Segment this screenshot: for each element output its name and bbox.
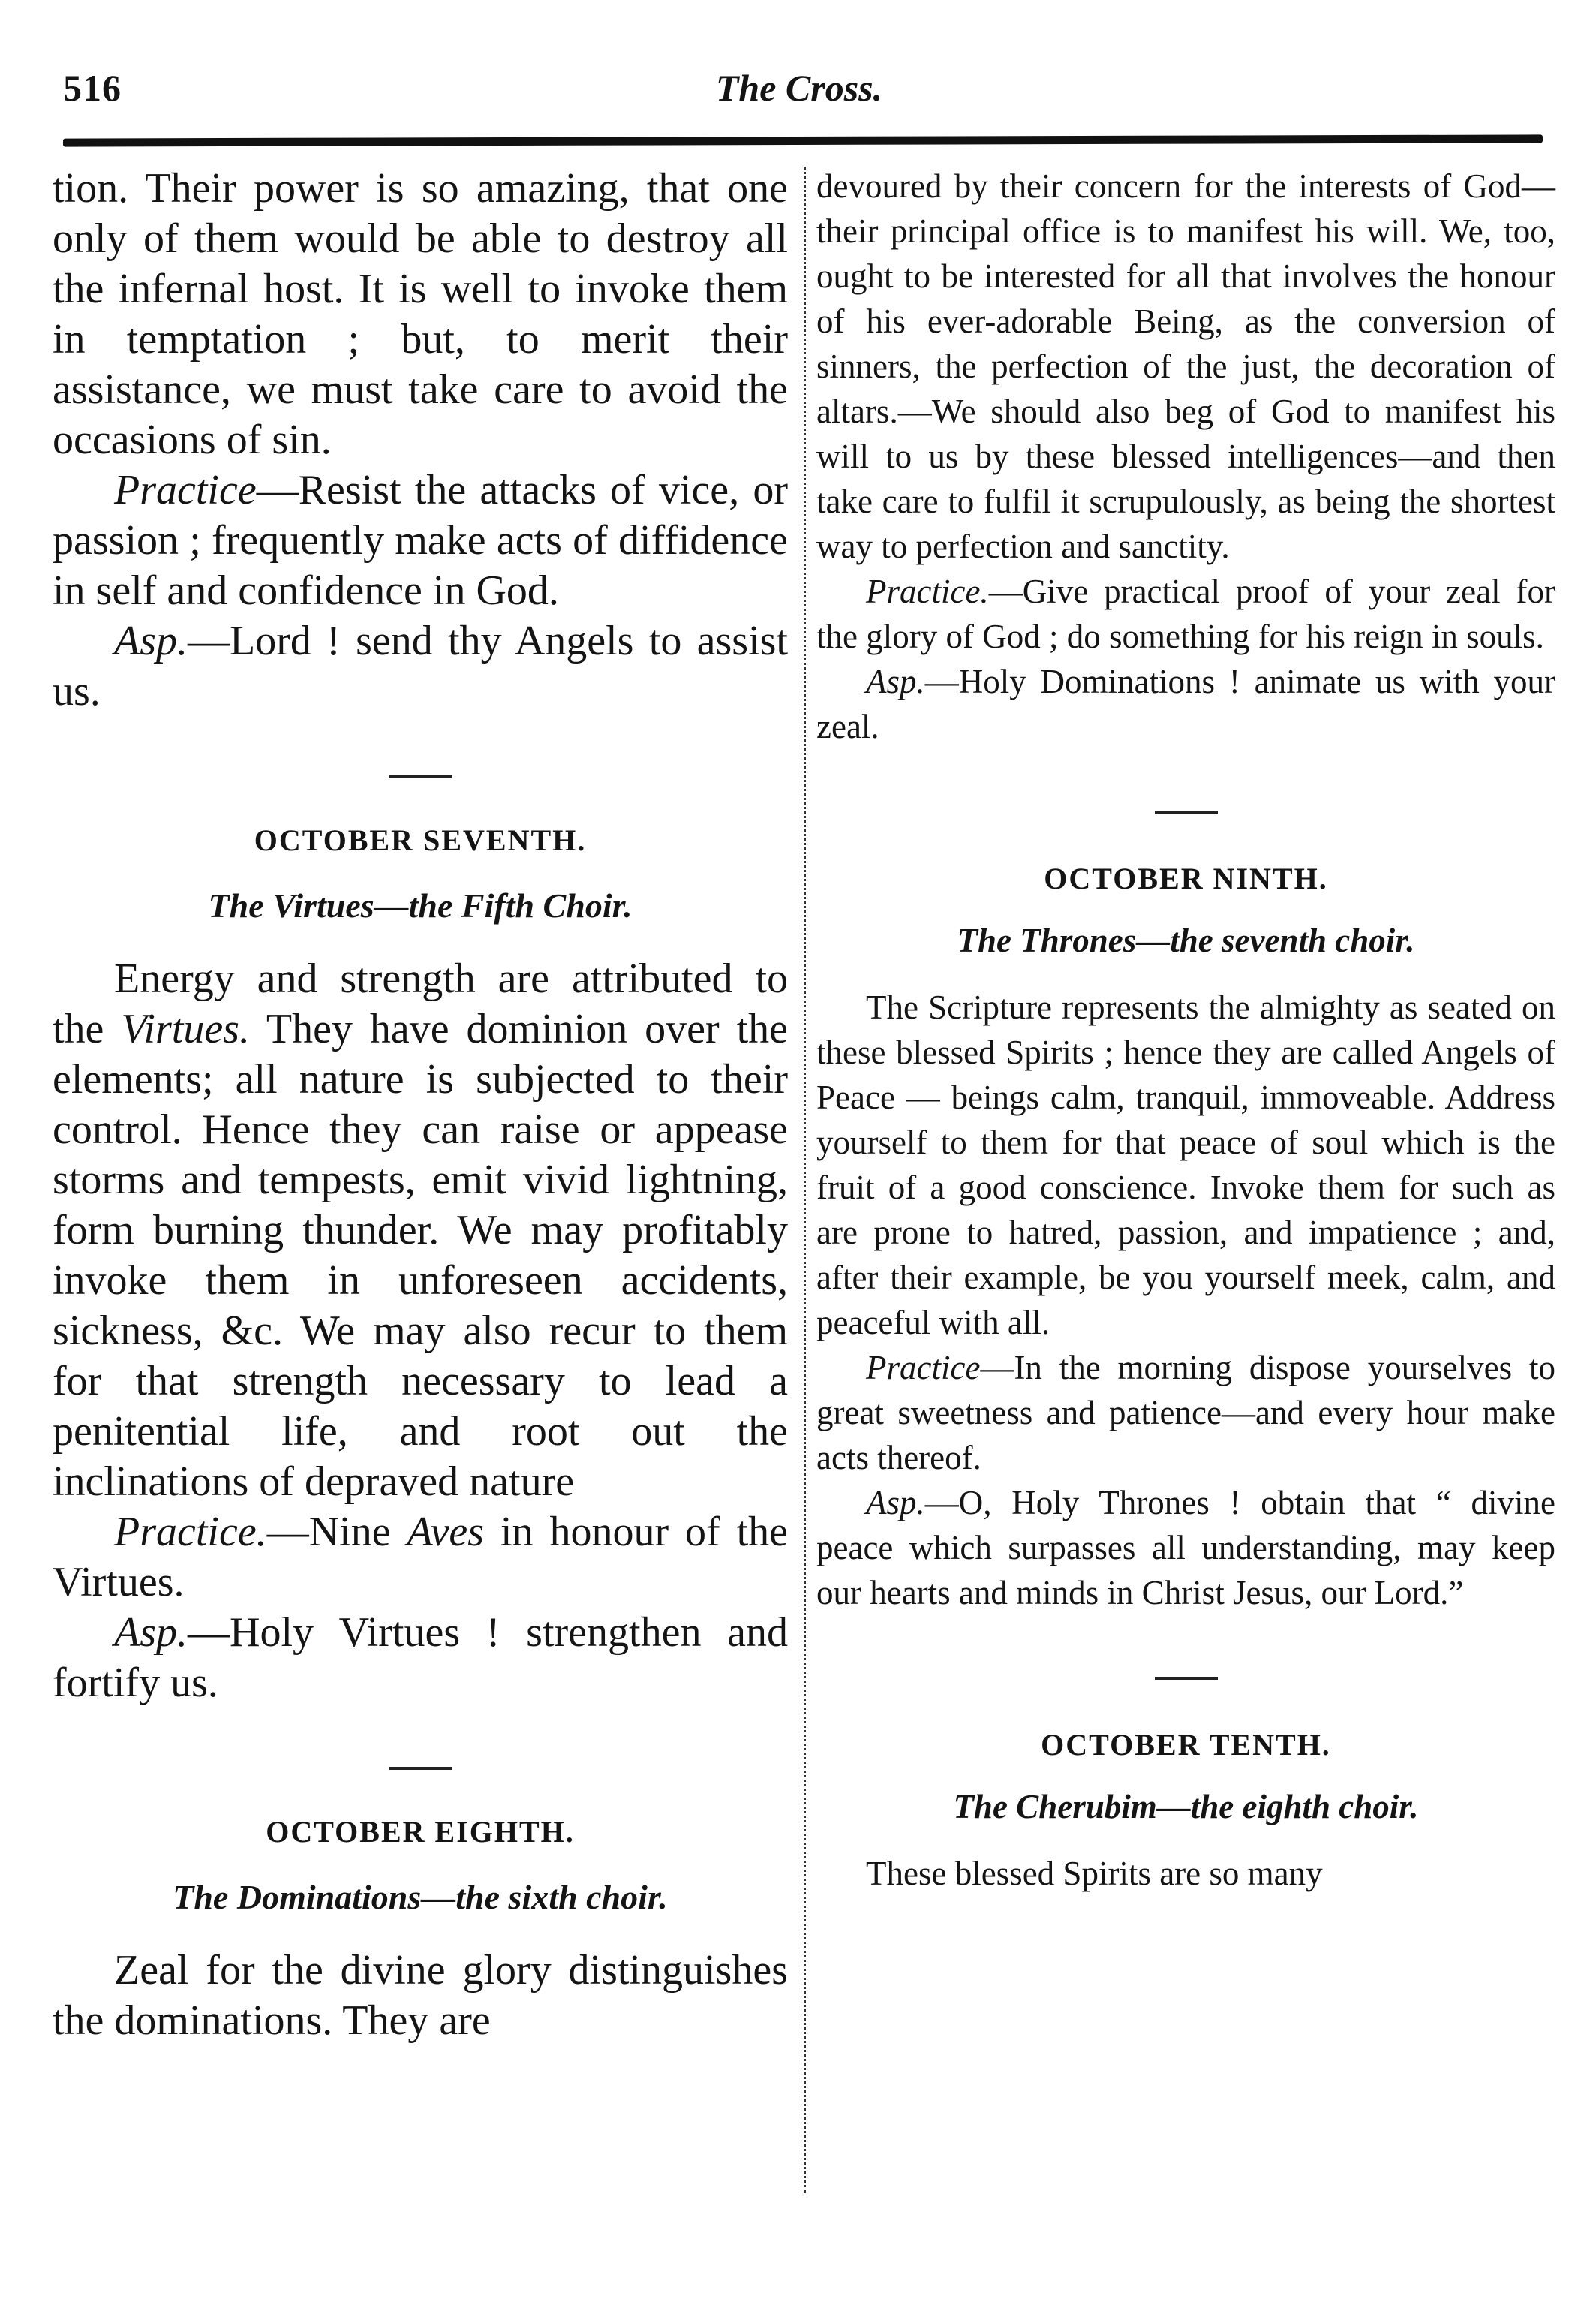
practice-label: Practice. bbox=[866, 573, 989, 610]
practice-label: Practice bbox=[866, 1349, 981, 1386]
aspiration-label: Asp. bbox=[114, 1609, 188, 1656]
section-heading-oct9: OCTOBER NINTH. bbox=[1044, 862, 1328, 895]
section-heading-oct8: OCTOBER EIGHTH. bbox=[266, 1815, 575, 1849]
aspiration-label: Asp. bbox=[114, 618, 188, 664]
section-separator bbox=[1155, 811, 1218, 814]
practice-paragraph-oct9: Practice—In the morning dispose yourselves to great sweetness and patience—and every hour make acts thereof. bbox=[816, 1349, 1555, 1476]
section-subheading-oct10: The Cherubim—the eighth choir. bbox=[953, 1788, 1419, 1825]
continued-paragraph: tion. Their power is so amazing, that one only of them would be able to destroy all the infernal host. It is well to invoke them in temptation ; but, to merit their assistance, we must take care to avoid the occasions of sin. bbox=[53, 165, 788, 463]
section-subheading-oct7: The Virtues—the Fifth Choir. bbox=[208, 886, 633, 925]
section-separator bbox=[389, 775, 452, 778]
body-paragraph-oct7: Energy and strength are attributed to the Virtues. They have dominion over the elements; all nature is subjected to their control. Hence they can raise or appease storms and tempests, emit vivid lightning, form burning thunder. We may profitably invoke them in unforeseen accidents, sickness, &c. We may also recur to them for that strength necessary to lead a penitential life, and root out the inclinations of depraved nature bbox=[53, 955, 788, 1505]
section-separator bbox=[1155, 1677, 1218, 1680]
section-heading-oct10: OCTOBER TENTH. bbox=[1041, 1728, 1331, 1762]
left-column bbox=[53, 164, 788, 2046]
body-paragraph-oct10: These blessed Spirits are so many bbox=[866, 1855, 1323, 1892]
aspiration-paragraph-oct7: Asp.—Holy Virtues ! strengthen and fortify us. bbox=[53, 1609, 788, 1706]
running-title: The Cross. bbox=[715, 67, 883, 109]
section-subheading-oct9: The Thrones—the seventh choir. bbox=[957, 922, 1415, 959]
aspiration-label: Asp. bbox=[866, 1484, 925, 1521]
body-paragraph-oct8: Zeal for the divine glory distinguishes the dominations. They are bbox=[53, 1947, 788, 2044]
practice-paragraph-oct7: Practice.—Nine Aves in honour of the Virtues. bbox=[53, 1509, 788, 1605]
column-divider bbox=[804, 167, 806, 2193]
aspiration-paragraph-oct9: Asp.—O, Holy Thrones ! obtain that “ divine peace which surpasses all understanding, may keep our hearts and minds in Christ Jesus, our Lord.” bbox=[816, 1484, 1555, 1611]
practice-label: Practice bbox=[114, 467, 257, 513]
page-number: 516 bbox=[63, 67, 122, 109]
body-paragraph-oct9: The Scripture represents the almighty as seated on these blessed Spirits ; hence they are called Angels of Peace — beings calm, tranquil, immoveable. Address yourself to them for that peace of soul which is the fruit of a good conscience. Invoke them for such as are prone to hatred, passion, and impatience ; and, after their example, be you yourself meek, calm, and peaceful with all. bbox=[816, 988, 1555, 1341]
right-column bbox=[816, 164, 1555, 1896]
practice-paragraph: Practice—Resist the attacks of vice, or passion ; frequently make acts of diffidence in self and confidence in God. bbox=[53, 467, 788, 614]
section-separator bbox=[389, 1767, 452, 1770]
aspiration-label: Asp. bbox=[866, 663, 925, 700]
practice-label: Practice. bbox=[114, 1509, 267, 1555]
section-subheading-oct8: The Dominations—the sixth choir. bbox=[173, 1878, 668, 1916]
header-rule bbox=[63, 134, 1543, 146]
aspiration-paragraph: Asp.—Holy Dominations ! animate us with your zeal. bbox=[816, 663, 1555, 745]
continued-paragraph: devoured by their concern for the interests of God—their principal office is to manifest his will. We, too, ought to be interested for all that involves the honour of his ever-adorable Being, as the conversion of sinners, the perfection of the just, the decoration of altars.—We should also beg of God to manifest his will to us by these blessed intelligences—and then take care to fulfil it scrupulously, as being the shortest way to perfection and sanctity. bbox=[816, 167, 1555, 565]
aspiration-paragraph: Asp.—Lord ! send thy Angels to assist us. bbox=[53, 618, 788, 715]
running-head bbox=[53, 66, 1546, 126]
section-heading-oct7: OCTOBER SEVENTH. bbox=[254, 823, 587, 857]
practice-paragraph: Practice.—Give practical proof of your zeal for the glory of God ; do something for his reign in souls. bbox=[816, 573, 1555, 655]
